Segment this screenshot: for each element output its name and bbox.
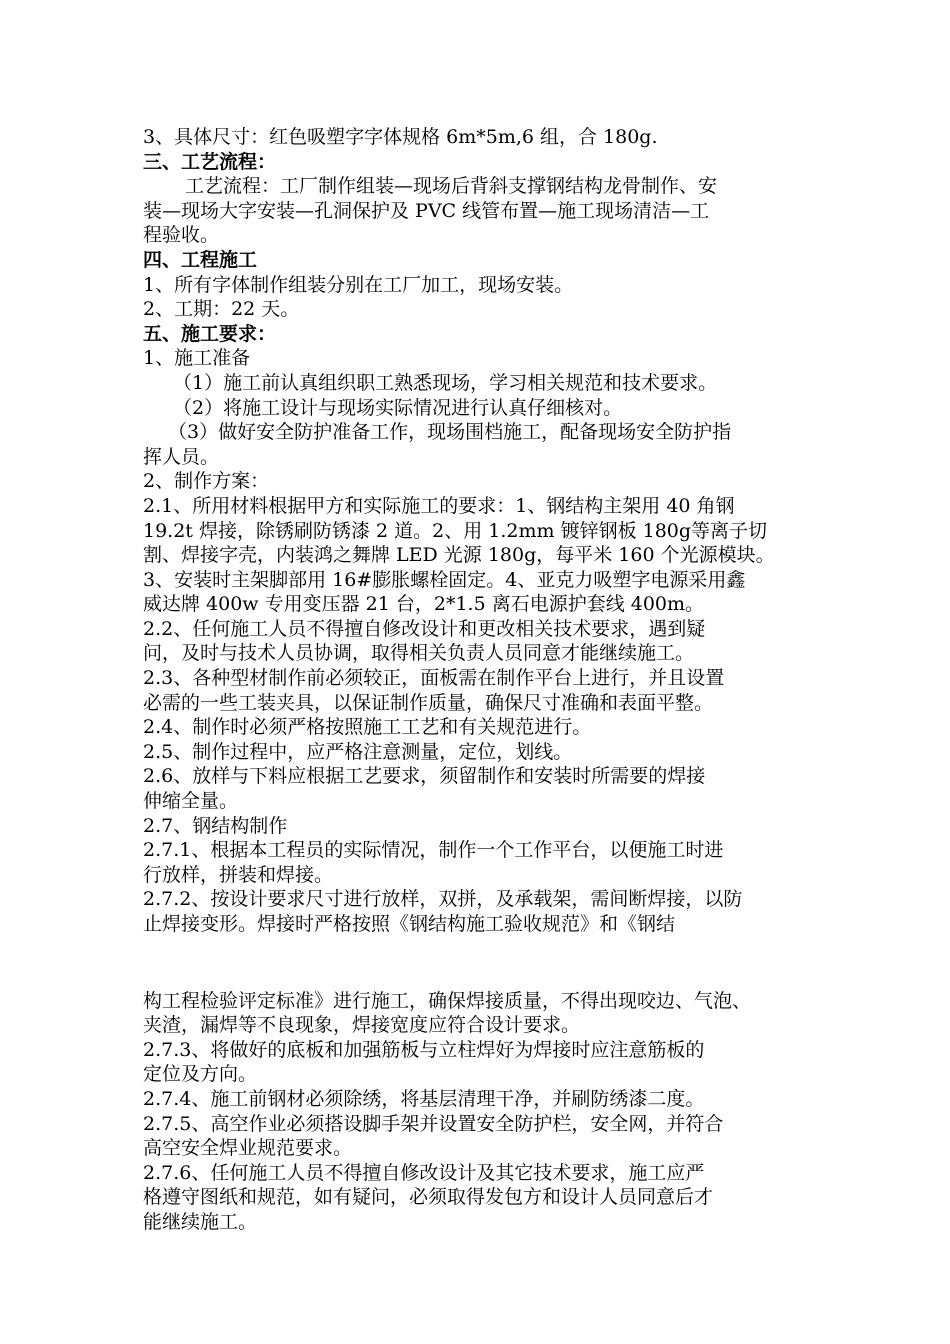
text-line: 挥人员。 [143, 445, 220, 468]
section-heading-process: 三、工艺流程： [143, 150, 277, 173]
section-heading-requirements: 五、施工要求： [143, 322, 277, 345]
text-line: 定位及方向。 [143, 1063, 258, 1086]
text-line: 2.7.5、高空作业必须搭设脚手架并设置安全防护栏，安全网，并符合 [143, 1112, 724, 1135]
text-line: 程验收。 [143, 224, 220, 247]
text-line: 1、所有字体制作组装分别在工厂加工，现场安装。 [143, 273, 574, 296]
text-line: 2、制作方案： [143, 470, 270, 493]
text-line: （1）施工前认真组织职工熟悉现场，学习相关规范和技术要求。 [173, 371, 718, 394]
text-line: 3、安装时主架脚部用 16#膨胀螺栓固定。4、亚克力吸塑字电源采用鑫 [143, 568, 746, 591]
text-line: 行放样，拼装和焊接。 [143, 863, 334, 886]
text-line: 伸缩全量。 [143, 790, 239, 813]
text-line: 构工程检验评定标准》进行施工，确保焊接质量，不得出现咬边、气泡、 [143, 989, 752, 1012]
text-line: 装—现场大字安装—孔洞保护及 PVC 线管布置—施工现场清洁—工 [143, 199, 710, 222]
text-line: 2.6、放样与下料应根据工艺要求，须留制作和安装时所需要的焊接 [143, 765, 706, 788]
section-heading-construction: 四、工程施工 [143, 248, 258, 271]
page-break-gap [143, 937, 813, 989]
text-line: 问，及时与技术人员协调，取得相关负责人员同意才能继续施工。 [143, 642, 695, 665]
text-line: 止焊接变形。焊接时严格按照《钢结构施工验收规范》和《钢结 [143, 913, 676, 935]
text-line: 2.4、制作时必须严格按照施工工艺和有关规范进行。 [143, 716, 592, 739]
text-line: 2、工期：22 天。 [143, 298, 300, 321]
text-line: 格遵守图纸和规范，如有疑问，必须取得发包方和设计人员同意后才 [143, 1186, 714, 1209]
text-line: 2.7.3、将做好的底板和加强筋板与立柱焊好为焊接时应注意筋板的 [143, 1038, 705, 1061]
text-line: 2.7.6、任何施工人员不得擅自修改设计及其它技术要求，施工应严 [143, 1161, 705, 1184]
text-line: 19.2t 焊接，除锈刷防锈漆 2 道。2、用 1.2mm 镀锌钢板 180g等离子切 [143, 519, 768, 542]
text-line: 1、施工准备 [143, 347, 251, 370]
text-line: 2.7.4、施工前钢材必须除绣，将基层清理干净，并刷防绣漆二度。 [143, 1087, 705, 1110]
text-line: 2.7、钢结构制作 [143, 814, 288, 837]
text-line: （2）将施工设计与现场实际情况进行认真仔细核对。 [173, 396, 623, 419]
text-line: 3、具体尺寸：红色吸塑字字体规格 6m*5m,6 组，合 180g. [143, 126, 658, 148]
text-line: （3）做好安全防护准备工作，现场围档施工，配备现场安全防护指 [168, 421, 732, 444]
text-line: 工艺流程：工厂制作组装—现场后背斜支撑钢结构龙骨制作、安 [185, 175, 718, 198]
text-line: 2.5、制作过程中，应严格注意测量，定位，划线。 [143, 740, 573, 763]
text-line: 割、焊接字壳，内装鸿之舞牌 LED 光源 180g，每平米 160 个光源模块。 [143, 544, 775, 567]
text-line: 2.1、所用材料根据甲方和实际施工的要求：1、钢结构主架用 40 角钢 [143, 494, 735, 517]
text-line: 高空安全焊业规范要求。 [143, 1137, 353, 1160]
text-line: 夹渣，漏焊等不良现象，焊接宽度应符合设计要求。 [143, 1014, 581, 1037]
text-line: 威达牌 400w 专用变压器 21 台，2*1.5 离石电源护套线 400m。 [143, 593, 705, 616]
text-line: 必需的一些工装夹具，以保证制作质量，确保尺寸准确和表面平整。 [143, 691, 714, 714]
text-line: 2.7.1、根据本工程员的实际情况，制作一个工作平台，以便施工时进 [143, 839, 724, 862]
text-line: 能继续施工。 [143, 1210, 258, 1233]
text-line: 2.7.2、按设计要求尺寸进行放样，双拼，及承载架，需间断焊接，以防 [143, 888, 743, 911]
text-line: 2.3、各种型材制作前必须较正，面板需在制作平台上进行，并且设置 [143, 667, 725, 690]
text-line: 2.2、任何施工人员不得擅自修改设计和更改相关技术要求，遇到疑 [143, 617, 706, 640]
document-content [143, 125, 813, 1235]
